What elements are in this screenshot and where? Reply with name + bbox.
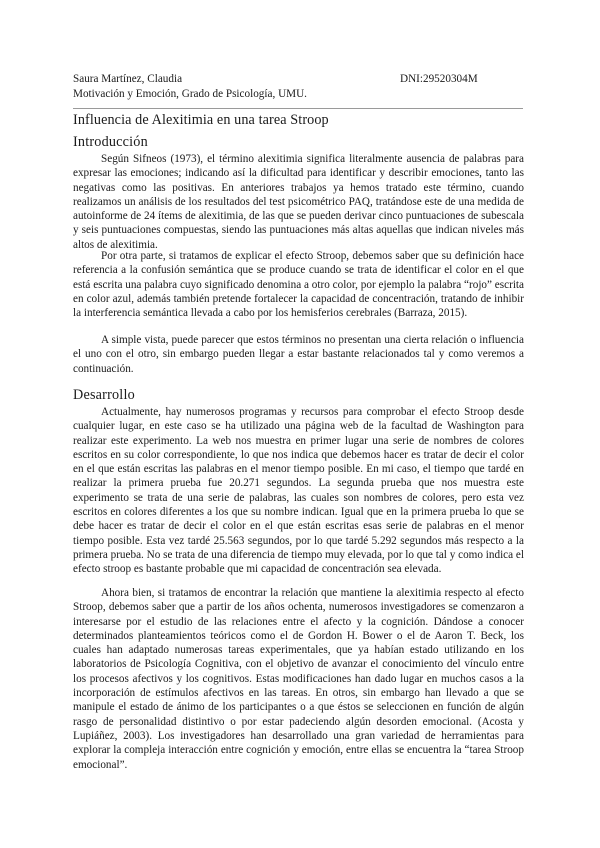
intro-paragraph-1: Según Sifneos (1973), el término alexitimia significa literalmente ausencia de palabras para expresar las emociones; indicando así la dificultad para identificar y describir emociones, tanto las negativas como las positivas. En anteriores trabajos ya hemos tratado este término, cuando realizamos un análisis de los resultados del test psicométrico PAQ, tratándose este de una medida de autoinforme de 24 ítems de alexitimia, de las que se pueden derivar cinco puntuaciones de subescala y seis puntuaciones compuestas, siendo las puntuaciones más altas aquellas que indican niveles más altos de alexitimia. xyxy=(73,153,524,251)
author-name: Saura Martínez, Claudia xyxy=(73,73,183,85)
intro-paragraph-2: Por otra parte, si tratamos de explicar el efecto Stroop, debemos saber que su definición hace referencia a la confusión semántica que se produce cuando se trata de identificar el color en el que está escrita una palabra cuyo significado denomina a otro color, por ejemplo la palabra “rojo” escrita en color azul, además también pretende fortalecer la capacidad de concentración, tratando de inhibir la interferencia semántica llevada a cabo por los hemisferios cerebrales (Barraza, 2015). xyxy=(73,250,524,320)
intro-paragraph-3: A simple vista, puede parecer que estos términos no presentan una cierta relación o influencia el uno con el otro, sin embargo pueden llegar a estar bastante relacionados tal y como veremos a continuación. xyxy=(73,334,524,375)
development-paragraph-2: Ahora bien, si tratamos de encontrar la relación que mantiene la alexitimia respecto al efecto Stroop, debemos saber que a partir de los años ochenta, numerosos investigadores se comenzaron a interesarse por el estudio de las relaciones entre el afecto y la cognición. Dándose a conocer determinados planteamientos teóricos como el de Gordon H. Bower o el de Aaron T. Beck, los cuales han adaptado numerosas tareas experimentales, que ya habían estado utilizando en los laboratorios de Psicología Cognitiva, con el objetivo de avanzar el conocimiento del vínculo entre los procesos afectivos y los cognitivos. Estas modificaciones han dado lugar en muchos casos a la incorporación de estímulos afectivos en las tareas. En otros, sin embargo han llevado a que se manipule el estado de ánimo de los participantes o a que éstos se seleccionen en función de algún rasgo de personalidad distintivo o por estar padeciendo algún desorden emocional. (Acosta y Lupiáñez, 2003). Los investigadores han desarrollado una gran variedad de herramientas para explorar la compleja interacción entre cognición y emoción, entre ellas se encuentra la “tarea Stroop emocional”. xyxy=(73,587,524,771)
development-paragraph-1: Actualmente, hay numerosos programas y recursos para comprobar el efecto Stroop desde cualquier lugar, en este caso se ha utilizado una página web de la facultad de Washington para realizar este experimento. La web nos muestra en primer lugar una serie de nombres de colores escritos en su color correspondiente, lo que nos indica que debemos hacer es tratar de decir el color en el que están escritas las palabras en el menor tiempo posible. En mi caso, el tiempo que tardé en realizar la primera prueba fue 20.271 segundos. La segunda prueba que nos muestra este experimento se trata de una serie de palabras, las cuales son nombres de colores, pero esta vez escritos en colores diferentes a los que su nombre indican. Igual que en la primera prueba lo que se debe hacer es tratar de decir el color en el que están escritas esas serie de palabras en el menor tiempo posible. Esta vez tardé 25.563 segundos, por lo que tardé 5.292 segundos más respecto a la primera prueba. No se trata de una diferencia de tiempo muy elevada, por lo que tal y como indica el efecto stroop es bastante probable que mi capacidad de concentración sea elevada. xyxy=(73,406,524,576)
document-title: Influencia de Alexitimia en una tarea Stroop xyxy=(73,112,329,128)
section-heading-introduccion: Introducción xyxy=(73,134,148,150)
section-heading-desarrollo: Desarrollo xyxy=(73,387,135,403)
header-divider xyxy=(73,108,523,109)
student-id: DNI:29520304M xyxy=(400,73,478,85)
course-info: Motivación y Emoción, Grado de Psicología, UMU. xyxy=(73,88,307,100)
